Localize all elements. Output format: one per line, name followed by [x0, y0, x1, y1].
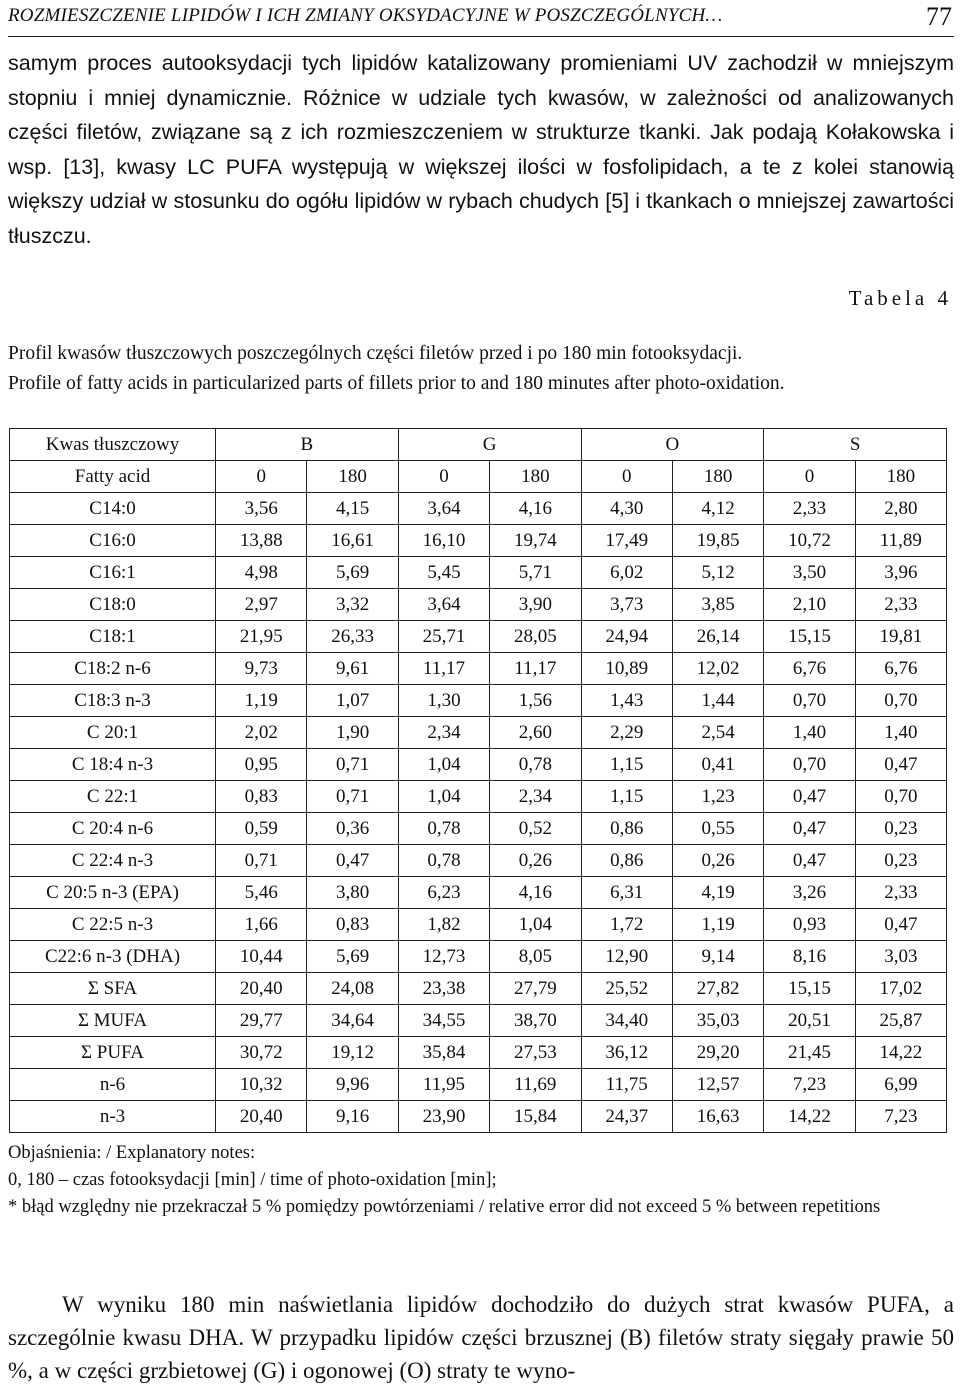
- value-cell: 3,64: [398, 493, 489, 525]
- acid-name-cell: C 22:4 n-3: [10, 845, 216, 877]
- value-cell: 1,19: [672, 909, 763, 941]
- running-title: ROZMIESZCZENIE LIPIDÓW I ICH ZMIANY OKSYDACYJNE W POSZCZEGÓLNYCH…: [8, 5, 723, 26]
- value-cell: 1,04: [398, 749, 489, 781]
- value-cell: 0,41: [672, 749, 763, 781]
- table-row: [10, 1005, 947, 1037]
- value-cell: 9,14: [672, 941, 763, 973]
- value-cell: 10,32: [216, 1069, 307, 1101]
- value-cell: 0,47: [307, 845, 398, 877]
- table-label: Tabela 4: [848, 286, 952, 310]
- table-row: [10, 845, 947, 877]
- value-cell: 20,40: [216, 973, 307, 1005]
- acid-name-cell: C 20:5 n-3 (EPA): [10, 877, 216, 909]
- acid-name-cell: n-6: [10, 1069, 216, 1101]
- page-number: 77: [926, 2, 952, 31]
- acid-name-cell: C 20:1: [10, 717, 216, 749]
- time-header: 180: [855, 461, 946, 493]
- acid-name-cell: C16:1: [10, 557, 216, 589]
- value-cell: 27,53: [490, 1037, 581, 1069]
- time-header: 0: [764, 461, 855, 493]
- acid-name-cell: C 20:4 n-6: [10, 813, 216, 845]
- group-header-b: B: [216, 429, 399, 461]
- value-cell: 24,37: [581, 1101, 672, 1133]
- value-cell: 14,22: [855, 1037, 946, 1069]
- value-cell: 3,32: [307, 589, 398, 621]
- value-cell: 2,10: [764, 589, 855, 621]
- value-cell: 8,16: [764, 941, 855, 973]
- acid-name-cell: C 22:1: [10, 781, 216, 813]
- value-cell: 6,76: [855, 653, 946, 685]
- table-row: [10, 909, 947, 941]
- value-cell: 0,47: [855, 749, 946, 781]
- value-cell: 8,05: [490, 941, 581, 973]
- value-cell: 2,33: [855, 589, 946, 621]
- value-cell: 0,47: [855, 909, 946, 941]
- value-cell: 9,16: [307, 1101, 398, 1133]
- acid-name-cell: Σ SFA: [10, 973, 216, 1005]
- value-cell: 0,47: [764, 813, 855, 845]
- value-cell: 0,83: [216, 781, 307, 813]
- acid-name-cell: C16:0: [10, 525, 216, 557]
- value-cell: 5,69: [307, 941, 398, 973]
- value-cell: 0,70: [764, 749, 855, 781]
- value-cell: 6,76: [764, 653, 855, 685]
- value-cell: 0,70: [855, 685, 946, 717]
- value-cell: 2,34: [490, 781, 581, 813]
- value-cell: 0,71: [307, 781, 398, 813]
- value-cell: 26,33: [307, 621, 398, 653]
- value-cell: 26,14: [672, 621, 763, 653]
- value-cell: 3,80: [307, 877, 398, 909]
- value-cell: 2,33: [855, 877, 946, 909]
- notes-line-error: * błąd względny nie przekraczał 5 % pomiędzy powtórzeniami / relative error did not exceed 5 % between repetitions: [8, 1197, 881, 1217]
- table-row: [10, 493, 947, 525]
- table-row: [10, 973, 947, 1005]
- value-cell: 1,43: [581, 685, 672, 717]
- value-cell: 19,85: [672, 525, 763, 557]
- value-cell: 1,90: [307, 717, 398, 749]
- value-cell: 1,04: [398, 781, 489, 813]
- value-cell: 2,33: [764, 493, 855, 525]
- value-cell: 3,56: [216, 493, 307, 525]
- value-cell: 34,64: [307, 1005, 398, 1037]
- value-cell: 3,96: [855, 557, 946, 589]
- value-cell: 4,15: [307, 493, 398, 525]
- value-cell: 0,36: [307, 813, 398, 845]
- value-cell: 11,75: [581, 1069, 672, 1101]
- value-cell: 0,23: [855, 845, 946, 877]
- value-cell: 30,72: [216, 1037, 307, 1069]
- value-cell: 2,54: [672, 717, 763, 749]
- value-cell: 1,15: [581, 749, 672, 781]
- value-cell: 19,74: [490, 525, 581, 557]
- time-header: 180: [307, 461, 398, 493]
- table-row: [10, 813, 947, 845]
- value-cell: 19,81: [855, 621, 946, 653]
- value-cell: 23,90: [398, 1101, 489, 1133]
- value-cell: 0,59: [216, 813, 307, 845]
- value-cell: 34,55: [398, 1005, 489, 1037]
- value-cell: 5,12: [672, 557, 763, 589]
- value-cell: 3,73: [581, 589, 672, 621]
- value-cell: 27,82: [672, 973, 763, 1005]
- table-row: [10, 941, 947, 973]
- table-row: [10, 1069, 947, 1101]
- value-cell: 3,90: [490, 589, 581, 621]
- value-cell: 0,95: [216, 749, 307, 781]
- value-cell: 3,03: [855, 941, 946, 973]
- table-row: [10, 781, 947, 813]
- acid-name-cell: C18:1: [10, 621, 216, 653]
- value-cell: 12,57: [672, 1069, 763, 1101]
- value-cell: 36,12: [581, 1037, 672, 1069]
- closing-paragraph: [8, 1288, 954, 1387]
- value-cell: 1,30: [398, 685, 489, 717]
- value-cell: 11,89: [855, 525, 946, 557]
- acid-name-cell: C18:3 n-3: [10, 685, 216, 717]
- value-cell: 25,71: [398, 621, 489, 653]
- time-header: 180: [490, 461, 581, 493]
- value-cell: 11,17: [398, 653, 489, 685]
- value-cell: 20,51: [764, 1005, 855, 1037]
- value-cell: 0,70: [855, 781, 946, 813]
- value-cell: 0,78: [490, 749, 581, 781]
- value-cell: 3,85: [672, 589, 763, 621]
- value-cell: 28,05: [490, 621, 581, 653]
- value-cell: 0,71: [216, 845, 307, 877]
- value-cell: 15,15: [764, 621, 855, 653]
- acid-name-cell: C18:0: [10, 589, 216, 621]
- value-cell: 0,93: [764, 909, 855, 941]
- intro-paragraph: samym proces autooksydacji tych lipidów katalizowany promieniami UV zachodził w mniejszym stopniu i mniej dynamicznie. Różnice w udziale tych kwasów, w zależności od analizowanych części filetów, związane są z ich rozmieszczeniem w strukturze tkanki. Jak podają Kołakowska i wsp. [13], kwasy LC PUFA występują w większej ilości w fosfolipidach, a te z kolei stanowią większy udział w stosunku do ogółu lipidów w rybach chudych [5] i tkankach o mniejszej zawartości tłuszczu.: [8, 51, 954, 248]
- table-row: [10, 557, 947, 589]
- value-cell: 7,23: [764, 1069, 855, 1101]
- table-row: [10, 1037, 947, 1069]
- value-cell: 13,88: [216, 525, 307, 557]
- explanatory-notes: [8, 1140, 954, 1221]
- row-header-english: Fatty acid: [10, 461, 216, 493]
- value-cell: 0,26: [490, 845, 581, 877]
- acid-name-cell: C18:2 n-6: [10, 653, 216, 685]
- closing-paragraph-text: W wyniku 180 min naświetlania lipidów dochodziło do dużych strat kwasów PUFA, a szczególnie kwasu DHA. W przypadku lipidów części brzusznej (B) filetów straty sięgały prawie 50 %, a w części grzbietowej (G) i ogonowej (O) straty te wyno-: [8, 1292, 954, 1383]
- value-cell: 5,46: [216, 877, 307, 909]
- value-cell: 27,79: [490, 973, 581, 1005]
- acid-name-cell: C14:0: [10, 493, 216, 525]
- value-cell: 12,90: [581, 941, 672, 973]
- page-header: [8, 0, 954, 37]
- value-cell: 7,23: [855, 1101, 946, 1133]
- value-cell: 1,56: [490, 685, 581, 717]
- value-cell: 4,19: [672, 877, 763, 909]
- value-cell: 24,08: [307, 973, 398, 1005]
- value-cell: 15,15: [764, 973, 855, 1005]
- value-cell: 1,82: [398, 909, 489, 941]
- value-cell: 10,44: [216, 941, 307, 973]
- value-cell: 23,38: [398, 973, 489, 1005]
- value-cell: 0,78: [398, 845, 489, 877]
- value-cell: 34,40: [581, 1005, 672, 1037]
- value-cell: 0,78: [398, 813, 489, 845]
- group-header-o: O: [581, 429, 764, 461]
- value-cell: 5,71: [490, 557, 581, 589]
- value-cell: 3,50: [764, 557, 855, 589]
- value-cell: 21,95: [216, 621, 307, 653]
- value-cell: 16,63: [672, 1101, 763, 1133]
- group-header-s: S: [764, 429, 947, 461]
- value-cell: 29,77: [216, 1005, 307, 1037]
- table-row: [10, 525, 947, 557]
- value-cell: 0,83: [307, 909, 398, 941]
- value-cell: 0,55: [672, 813, 763, 845]
- value-cell: 2,02: [216, 717, 307, 749]
- value-cell: 3,64: [398, 589, 489, 621]
- value-cell: 4,16: [490, 877, 581, 909]
- value-cell: 24,94: [581, 621, 672, 653]
- value-cell: 1,23: [672, 781, 763, 813]
- value-cell: 1,72: [581, 909, 672, 941]
- value-cell: 1,66: [216, 909, 307, 941]
- value-cell: 0,71: [307, 749, 398, 781]
- time-header: 0: [581, 461, 672, 493]
- value-cell: 6,31: [581, 877, 672, 909]
- value-cell: 1,40: [764, 717, 855, 749]
- value-cell: 15,84: [490, 1101, 581, 1133]
- caption-polish: Profil kwasów tłuszczowych poszczególnych części filetów przed i po 180 min fotooksydacji.: [8, 343, 743, 364]
- value-cell: 11,95: [398, 1069, 489, 1101]
- table-row: [10, 653, 947, 685]
- value-cell: 0,70: [764, 685, 855, 717]
- value-cell: 4,12: [672, 493, 763, 525]
- value-cell: 1,04: [490, 909, 581, 941]
- value-cell: 14,22: [764, 1101, 855, 1133]
- value-cell: 12,02: [672, 653, 763, 685]
- value-cell: 4,30: [581, 493, 672, 525]
- value-cell: 16,61: [307, 525, 398, 557]
- table-caption: [8, 339, 958, 399]
- value-cell: 0,26: [672, 845, 763, 877]
- acid-name-cell: C22:6 n-3 (DHA): [10, 941, 216, 973]
- value-cell: 6,99: [855, 1069, 946, 1101]
- value-cell: 1,15: [581, 781, 672, 813]
- value-cell: 9,96: [307, 1069, 398, 1101]
- table-header-row-groups: [10, 429, 947, 461]
- notes-line-time: 0, 180 – czas fotooksydacji [min] / time of photo-oxidation [min];: [8, 1170, 497, 1190]
- notes-title: Objaśnienia: / Explanatory notes:: [8, 1143, 256, 1163]
- value-cell: 25,52: [581, 973, 672, 1005]
- value-cell: 19,12: [307, 1037, 398, 1069]
- value-cell: 5,45: [398, 557, 489, 589]
- acid-name-cell: Σ PUFA: [10, 1037, 216, 1069]
- value-cell: 10,72: [764, 525, 855, 557]
- table-row: [10, 1101, 947, 1133]
- value-cell: 9,73: [216, 653, 307, 685]
- value-cell: 29,20: [672, 1037, 763, 1069]
- value-cell: 1,40: [855, 717, 946, 749]
- value-cell: 5,69: [307, 557, 398, 589]
- value-cell: 17,02: [855, 973, 946, 1005]
- value-cell: 3,26: [764, 877, 855, 909]
- value-cell: 2,80: [855, 493, 946, 525]
- value-cell: 0,47: [764, 845, 855, 877]
- value-cell: 1,07: [307, 685, 398, 717]
- table-row: [10, 685, 947, 717]
- value-cell: 1,19: [216, 685, 307, 717]
- fatty-acid-table: [9, 428, 947, 1133]
- time-header: 0: [216, 461, 307, 493]
- value-cell: 2,29: [581, 717, 672, 749]
- value-cell: 0,86: [581, 813, 672, 845]
- acid-name-cell: C 18:4 n-3: [10, 749, 216, 781]
- value-cell: 0,47: [764, 781, 855, 813]
- value-cell: 25,87: [855, 1005, 946, 1037]
- group-header-g: G: [398, 429, 581, 461]
- value-cell: 11,17: [490, 653, 581, 685]
- value-cell: 4,16: [490, 493, 581, 525]
- table-row: [10, 877, 947, 909]
- value-cell: 17,49: [581, 525, 672, 557]
- value-cell: 38,70: [490, 1005, 581, 1037]
- value-cell: 21,45: [764, 1037, 855, 1069]
- value-cell: 12,73: [398, 941, 489, 973]
- value-cell: 11,69: [490, 1069, 581, 1101]
- value-cell: 0,86: [581, 845, 672, 877]
- time-header: 180: [672, 461, 763, 493]
- acid-name-cell: n-3: [10, 1101, 216, 1133]
- value-cell: 2,60: [490, 717, 581, 749]
- table-row: [10, 717, 947, 749]
- acid-name-cell: Σ MUFA: [10, 1005, 216, 1037]
- value-cell: 35,84: [398, 1037, 489, 1069]
- table-row: [10, 589, 947, 621]
- value-cell: 6,02: [581, 557, 672, 589]
- value-cell: 20,40: [216, 1101, 307, 1133]
- acid-name-cell: C 22:5 n-3: [10, 909, 216, 941]
- value-cell: 6,23: [398, 877, 489, 909]
- time-header: 0: [398, 461, 489, 493]
- table-header-row-times: [10, 461, 947, 493]
- value-cell: 2,97: [216, 589, 307, 621]
- value-cell: 0,23: [855, 813, 946, 845]
- row-header-polish: Kwas tłuszczowy: [10, 429, 216, 461]
- value-cell: 1,44: [672, 685, 763, 717]
- value-cell: 35,03: [672, 1005, 763, 1037]
- caption-english: Profile of fatty acids in particularized parts of fillets prior to and 180 minutes after photo-oxidation.: [8, 373, 785, 394]
- value-cell: 2,34: [398, 717, 489, 749]
- table-row: [10, 749, 947, 781]
- value-cell: 10,89: [581, 653, 672, 685]
- table-row: [10, 621, 947, 653]
- value-cell: 16,10: [398, 525, 489, 557]
- value-cell: 9,61: [307, 653, 398, 685]
- value-cell: 4,98: [216, 557, 307, 589]
- value-cell: 0,52: [490, 813, 581, 845]
